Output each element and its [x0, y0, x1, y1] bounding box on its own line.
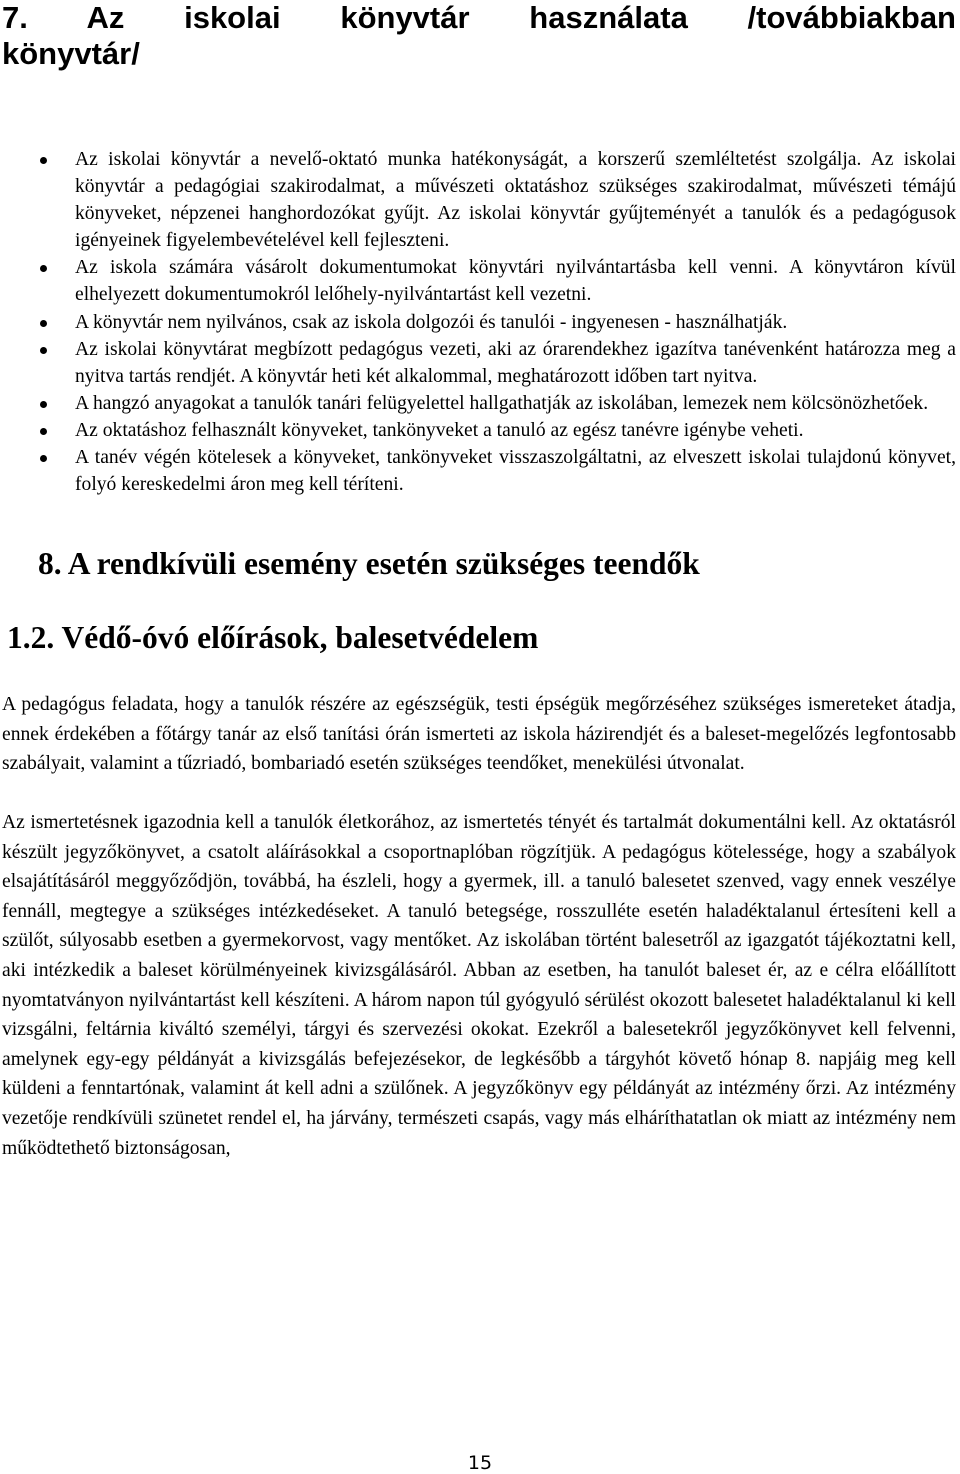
- section-1-2-title: 1.2. Védő-óvó előírások, balesetvédelem: [7, 620, 539, 656]
- list-item: Az iskolai könyvtárat megbízott pedagógus vezeti, aki az órarendekhez igazítva tanévenként határozza meg a nyitva tartás rendjét. A könyvtár heti két alkalommal, meghatározott időben tart nyitva.: [75, 336, 956, 390]
- list-item: A tanév végén kötelesek a könyveket, tankönyveket visszaszolgáltatni, az elveszett iskolai tulajdonú könyvet, folyó kereskedelmi áron meg kell téríteni.: [75, 444, 956, 498]
- list-item: Az iskola számára vásárolt dokumentumokat könyvtári nyilvántartásba kell venni. A könyvtáron kívül elhelyezett dokumentumokról lelőhely-nyilvántartást kell vezetni.: [75, 254, 956, 308]
- section-7-title-line-2: könyvtár/: [2, 36, 140, 71]
- paragraph: A pedagógus feladata, hogy a tanulók részére az egészségük, testi épségük megőrzéséhez szükséges ismereteket átadja, ennek érdekében a főtárgy tanár az első tanítási órán ismerteti az iskola házirendjét és a baleset-megelőzés legfontosabb szabályait, valamint a tűzriadó, bombariadó esetén szükséges teendőket, menekülési útvonalat.: [2, 694, 956, 775]
- section-8-title: 8. A rendkívüli esemény esetén szükséges teendők: [38, 546, 700, 582]
- page-number: 15: [467, 1452, 493, 1474]
- paragraph: Az ismertetésnek igazodnia kell a tanulók életkorához, az ismertetés tényét és tartalmát dokumentálni kell. Az oktatásról készült jegyzőkönyvet, a csatolt aláírásokkal a csoportnaplóban rögzítjük. A pedagógus kötelessége, hogy a szabályok elsajátításáról meggyőződjön, továbbá, ha észleli, hogy a gyermek, ill. a tanuló balesetet szenved, vagy ennek veszélye fennáll, megtegye a szükséges intézkedéseket. A tanuló betegsége, rosszulléte esetén haladéktalanul értesíteni kell a szülőt, súlyosabb esetben a gyermekorvost, vagy mentőket. Az iskolában történt balesetről az igazgatót tájékoztatni kell, aki intézkedik a baleset körülményeinek kivizsgálásáról. Abban az esetben, ha tanulót baleset ér, az e célra előállított nyomtatványon nyilvántartást kell készíteni. A három napon túl gyógyuló sérülést okozott balesetet haladéktalanul ki kell vizsgálni, feltárnia kiváltó személyi, tárgyi és szervezési okokat. Ezekről a balesetekről jegyzőkönyvet kell felvenni, amelynek egy-egy példányát a kivizsgálás befejezésekor, de legkésőbb a tárgyhót követő hónap 8. napjáig meg kell küldeni a fenntartónak, valamint át kell adni a szülőnek. A jegyzőkönyv egy példányát az intézmény őrzi. Az intézmény vezetője rendkívüli szünetet rendel el, ha járvány, természeti csapás, vagy más elháríthatatlan ok miatt az intézmény nem működtethető biztonságosan,: [2, 812, 956, 1159]
- list-item: A hangzó anyagokat a tanulók tanári felügyelettel hallgathatják az iskolában, lemezek nem kölcsönözhetőek.: [75, 390, 956, 417]
- list-item: Az iskolai könyvtár a nevelő-oktató munka hatékonyságát, a korszerű szemléltetést szolgálja. Az iskolai könyvtár a pedagógiai szakirodalmat, a művészeti oktatáshoz szükséges szakirodalmat, művészeti témájú könyveket, népzenei hanghordozókat gyűjt. Az iskolai könyvtár gyűjteményét a tanulók és a pedagógusok igényeinek figyelembevételével kell fejleszteni.: [75, 146, 956, 254]
- library-rules-list: [2, 146, 956, 498]
- list-item: Az oktatáshoz felhasznált könyveket, tankönyveket a tanuló az egész tanévre igénybe veheti.: [75, 417, 956, 444]
- section-7-title-line-1: 7. Az iskolai könyvtár használata /továbbiakban: [2, 0, 956, 35]
- list-item: A könyvtár nem nyilvános, csak az iskola dolgozói és tanulói - ingyenesen - használhatják.: [75, 309, 956, 336]
